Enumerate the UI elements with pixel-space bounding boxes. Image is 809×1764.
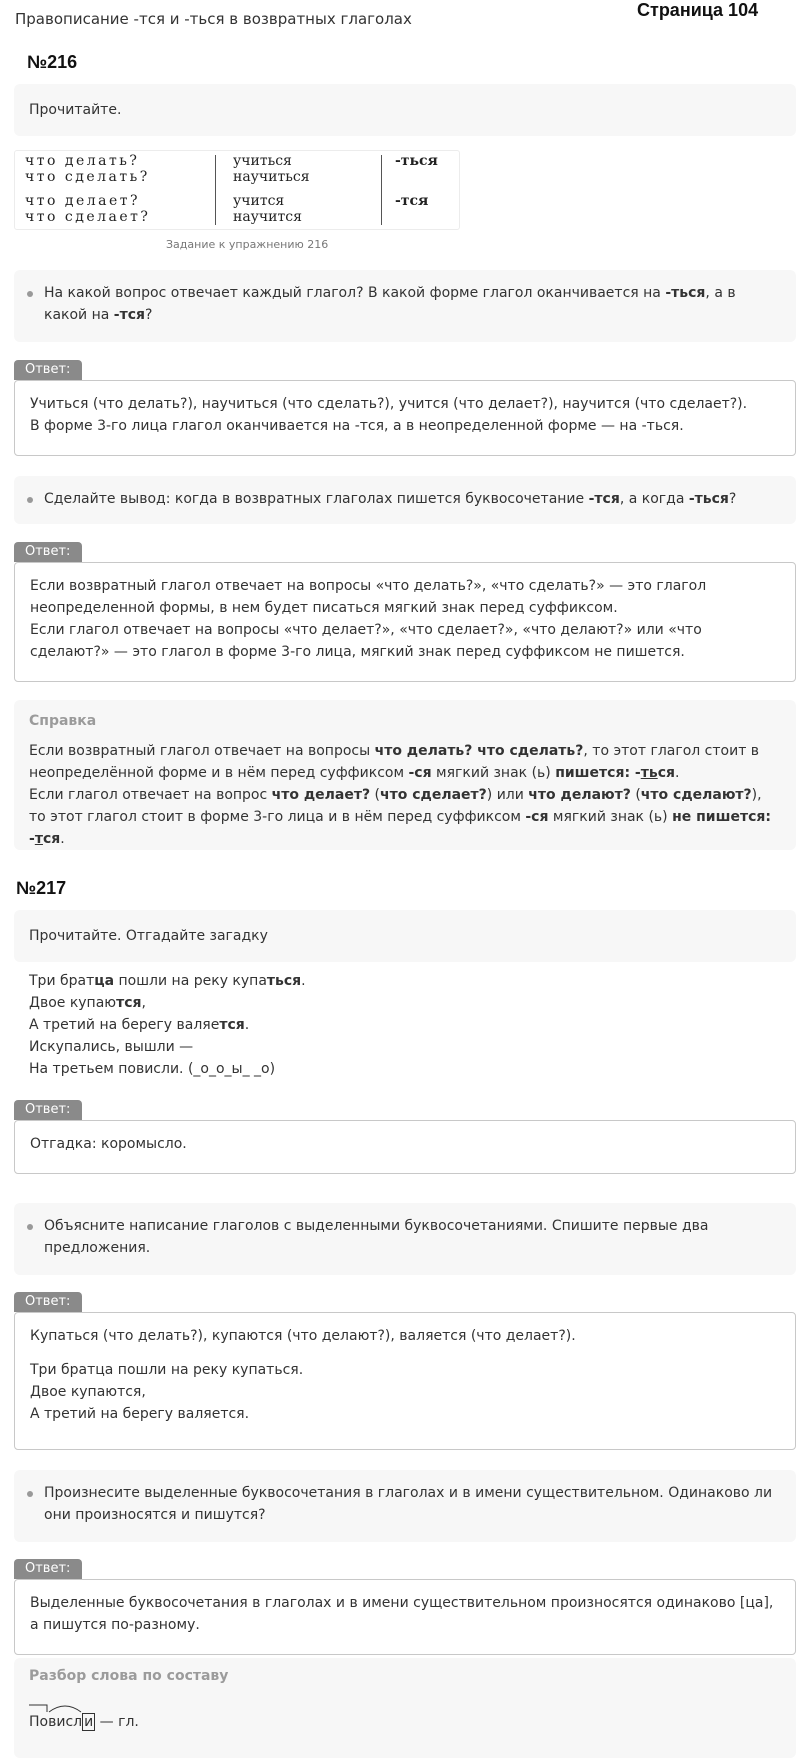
reference-paragraph-1 bbox=[29, 740, 781, 784]
answer-label: Ответ: bbox=[14, 542, 82, 562]
poem-bold: ца bbox=[94, 973, 115, 989]
poem-line bbox=[29, 992, 306, 1014]
answer-label: Ответ: bbox=[14, 1292, 82, 1312]
book-verb-2: научиться bbox=[233, 169, 310, 185]
q2-bold-1: -тся bbox=[588, 491, 620, 507]
ref-bold: ся bbox=[657, 765, 675, 781]
poem-line bbox=[29, 1014, 306, 1036]
q1-text-3: ? bbox=[145, 307, 153, 323]
ref-text: ) или bbox=[486, 787, 529, 803]
reference-paragraph-2 bbox=[29, 784, 781, 850]
book-verb-4: научится bbox=[233, 209, 302, 225]
image-caption: Задание к упражнению 216 bbox=[166, 238, 329, 251]
ref-bold: что сделает? bbox=[380, 787, 487, 803]
answer-217-3 bbox=[14, 1579, 796, 1655]
book-question-3: что делает? bbox=[25, 193, 141, 209]
q2-text-3: ? bbox=[728, 491, 737, 507]
book-question-4: что сделает? bbox=[25, 209, 151, 225]
q2-text-2: , а когда bbox=[619, 491, 689, 507]
answer-216-1 bbox=[14, 380, 796, 456]
ref-bold: не пишется: - bbox=[29, 809, 771, 847]
morph-ending: и bbox=[84, 1714, 94, 1730]
ref-text: ( bbox=[630, 787, 641, 803]
morph-pos: — гл. bbox=[95, 1714, 139, 1730]
answer-line: Если возвратный глагол отвечает на вопросы «что делать?», «что сделать?» — это глагол неопределенной формы, в нем будет писаться мягкий знак перед суффиксом. bbox=[30, 578, 707, 616]
ref-bold: что сделают? bbox=[640, 787, 752, 803]
ref-bold: ся bbox=[42, 831, 61, 847]
exercise-217-number: №217 bbox=[16, 878, 67, 898]
book-question-1: что делать? bbox=[25, 153, 140, 169]
answer-217-1 bbox=[14, 1120, 796, 1174]
poem-text: , bbox=[141, 995, 146, 1011]
book-question-2: что сделать? bbox=[25, 169, 150, 185]
q2-bold-2: -ться bbox=[688, 491, 729, 507]
q217-3-text: Произнесите выделенные буквосочетания в глаголах и в имени существительном. Одинаково ли они произносятся и пишутся? bbox=[44, 1485, 773, 1523]
poem-line: На третьем повисли. (_о_о_ы_ _о) bbox=[29, 1061, 276, 1077]
morphology-word bbox=[29, 1714, 139, 1730]
ref-text: Если глагол отвечает на вопрос bbox=[29, 787, 272, 803]
answer-line: А третий на берегу валяется. bbox=[30, 1406, 250, 1422]
q1-bold-1: -ться bbox=[665, 285, 706, 301]
book-suffix-2: -тся bbox=[395, 193, 429, 209]
exercise-216-number: №216 bbox=[27, 52, 78, 72]
answer-line: Учиться (что делать?), научиться (что сделать?), учится (что делает?), научится (что сделает?). bbox=[30, 396, 748, 412]
morph-stem: Повисл bbox=[29, 1714, 83, 1730]
poem-text: Три брат bbox=[29, 973, 95, 989]
answer-line: Выделенные буквосочетания в глаголах и в имени существительном произносятся одинаково [ца], а пишутся по-разному. bbox=[30, 1595, 774, 1633]
answer-217-2 bbox=[14, 1312, 796, 1450]
morphology-title: Разбор слова по составу bbox=[29, 1668, 229, 1684]
textbook-table-image bbox=[14, 150, 460, 230]
book-verb-3: учится bbox=[233, 193, 285, 209]
answer-label: Ответ: bbox=[14, 360, 82, 380]
riddle-poem bbox=[29, 970, 306, 1080]
q217-2-text: Объясните написание глаголов с выделенными буквосочетаниями. Спишите первые два предложения. bbox=[44, 1218, 709, 1256]
answer-line: Отгадка: коромысло. bbox=[30, 1136, 187, 1152]
answer-label: Ответ: bbox=[14, 1559, 82, 1579]
answer-line: Двое купаются, bbox=[30, 1384, 146, 1400]
reference-title: Справка bbox=[29, 713, 97, 729]
q1-bold-2: -тся bbox=[113, 307, 146, 323]
poem-text: . bbox=[301, 973, 306, 989]
book-verb-1: учиться bbox=[233, 153, 292, 169]
question-217-3 bbox=[14, 1470, 796, 1542]
page-number: Страница 104 bbox=[637, 0, 759, 20]
word-morphology-box bbox=[14, 1658, 796, 1758]
ref-bold-underline: ть bbox=[640, 765, 658, 781]
poem-text: . bbox=[244, 1017, 250, 1033]
ref-bold: что делают? bbox=[528, 787, 631, 803]
topic-title: Правописание -тся и -ться в возвратных глаголах bbox=[15, 10, 412, 28]
task-read-text: Прочитайте. bbox=[29, 102, 122, 118]
ref-bold: что делает? bbox=[271, 787, 371, 803]
ref-text: мягкий знак (ь) bbox=[431, 765, 556, 781]
question-217-2 bbox=[14, 1203, 796, 1275]
ref-bold: -ся bbox=[408, 765, 432, 781]
ref-text: , то этот глагол стоит в неопределённой форме и в нём перед суффиксом bbox=[29, 743, 760, 781]
answer-label: Ответ: bbox=[14, 1100, 82, 1120]
book-divider-1 bbox=[215, 155, 216, 225]
ref-text: Если возвратный глагол отвечает на вопросы bbox=[29, 743, 375, 759]
question-216-2 bbox=[14, 476, 796, 524]
question-216-1 bbox=[14, 270, 796, 342]
poem-bold: тся bbox=[219, 1017, 245, 1033]
answer-line: Если глагол отвечает на вопросы «что делает?», «что сделает?», «что делают?» или «что сделают?» — это глагол в форме 3-го лица, мягкий знак перед суффиксом не пишется. bbox=[30, 622, 702, 660]
answer-line: Три братца пошли на реку купаться. bbox=[30, 1362, 304, 1378]
book-divider-2 bbox=[381, 155, 382, 225]
poem-text: А третий на берегу валяе bbox=[29, 1017, 220, 1033]
ref-bold: что делать? что сделать? bbox=[374, 743, 584, 759]
ref-text: ), то этот глагол стоит в форме 3-го лица и в нём перед суффиксом bbox=[29, 787, 762, 825]
answer-line: Купаться (что делать?), купаются (что делают?), валяется (что делает?). bbox=[30, 1328, 576, 1344]
ref-bold: пишется: - bbox=[555, 765, 641, 781]
task-read bbox=[14, 84, 796, 136]
poem-bold: ться bbox=[266, 973, 302, 989]
ref-bold-underline: т bbox=[34, 831, 43, 847]
ref-bold: -ся bbox=[525, 809, 549, 825]
reference-box bbox=[14, 700, 796, 850]
ref-text: . bbox=[675, 765, 680, 781]
answer-line: В форме 3-го лица глагол оканчивается на -тся, а в неопределенной форме — на -ться. bbox=[30, 418, 684, 434]
poem-text: пошли на реку купа bbox=[114, 973, 267, 989]
q1-text-2: , а в какой на bbox=[44, 285, 736, 323]
ref-text: . bbox=[60, 831, 65, 847]
ref-text: ( bbox=[370, 787, 381, 803]
poem-text: Двое купаю bbox=[29, 995, 117, 1011]
q2-text-1: Сделайте вывод: когда в возвратных глаголах пишется буквосочетание bbox=[44, 491, 589, 507]
poem-line: Искупались, вышли — bbox=[29, 1039, 194, 1055]
answer-216-2 bbox=[14, 562, 796, 682]
task-read-riddle bbox=[14, 910, 796, 962]
poem-bold: тся bbox=[116, 995, 142, 1011]
ref-text: мягкий знак (ь) bbox=[548, 809, 673, 825]
q1-text-1: На какой вопрос отвечает каждый глагол? В какой форме глагол оканчивается на bbox=[44, 285, 666, 301]
book-suffix-1: -ться bbox=[395, 153, 438, 169]
poem-line bbox=[29, 970, 306, 992]
task-read-riddle-text: Прочитайте. Отгадайте загадку bbox=[29, 928, 268, 944]
